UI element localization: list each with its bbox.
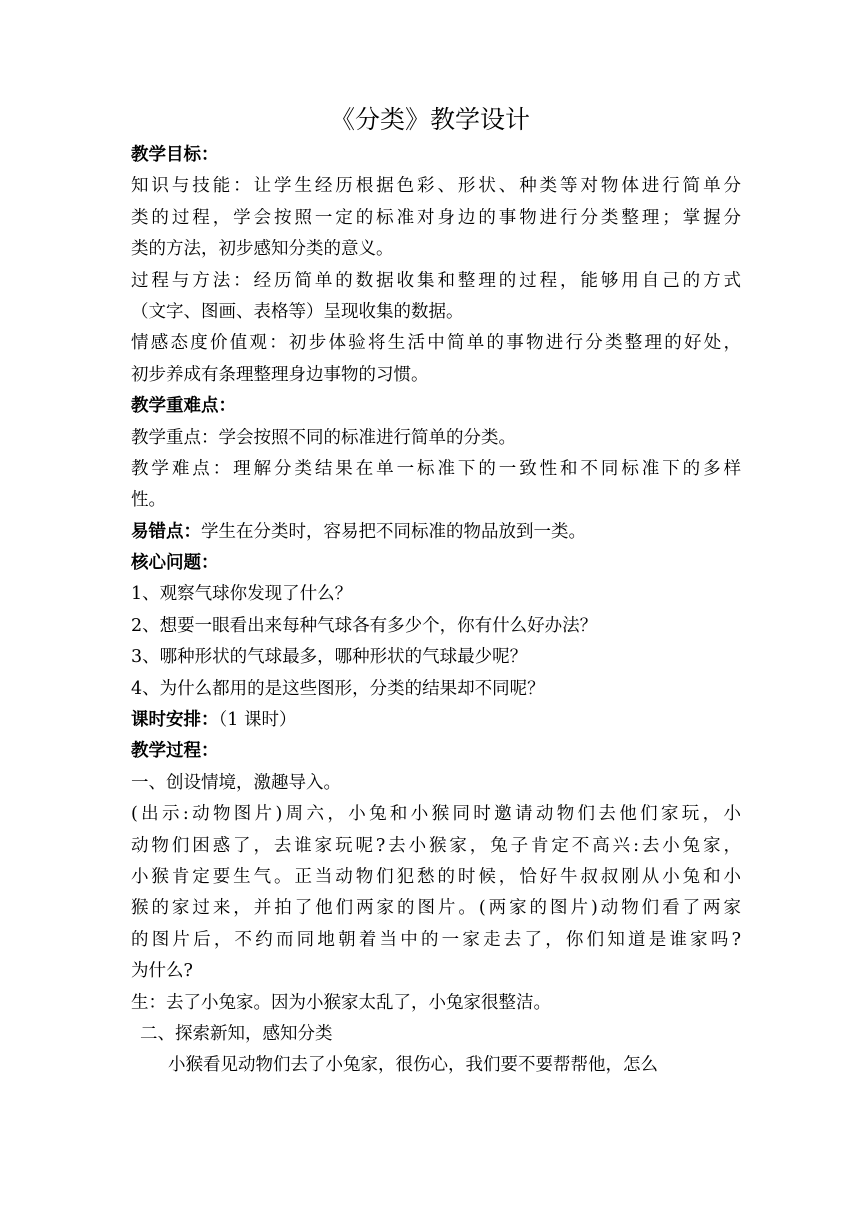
process-methods-line: （文字、图画、表格等）呈现收集的数据。 <box>131 301 464 322</box>
schedule-label: 课时安排： <box>131 710 219 731</box>
core-question-item: 3、哪种形状的气球最多，哪种形状的气球最少呢？ <box>131 647 528 668</box>
objectives-heading: 教学目标： <box>131 145 219 165</box>
knowledge-skills-line: 类的方法，初步感知分类的意义。 <box>131 239 394 260</box>
core-question-item: 1、观察气球你发现了什么？ <box>131 584 353 605</box>
emotion-values-line: 情感态度价值观：初步体验将生活中简单的事物进行分类整理的好处， <box>131 333 741 354</box>
intro-paragraph-line: 动物们困惑了，去谁家玩呢?去小猴家，兔子肯定不高兴:去小兔家， <box>131 835 741 856</box>
schedule-text: （1 课时） <box>218 710 297 731</box>
section-two-title: 二、探索新知，感知分类 <box>140 1023 333 1044</box>
document-title: 《分类》教学设计 <box>329 105 530 134</box>
key-points-heading: 教学重难点： <box>131 396 236 417</box>
student-answer: 生：去了小兔家。因为小猴家太乱了，小兔家很整洁。 <box>131 992 551 1013</box>
intro-paragraph-line: 猴的家过来，并拍了他们两家的图片。(两家的图片)动物们看了两家 <box>131 898 741 919</box>
intro-paragraph-line: (出示:动物图片)周六，小兔和小猴同时邀请动物们去他们家玩，小 <box>131 804 741 825</box>
section-two-paragraph-line: 小猴看见动物们去了小兔家，很伤心，我们要不要帮帮他，怎么 <box>168 1055 658 1076</box>
schedule-row <box>131 705 741 736</box>
intro-paragraph-line: 小猴肯定要生气。正当动物们犯愁的时候，恰好牛叔叔刚从小兔和小 <box>131 866 741 887</box>
error-prone-row <box>131 517 741 548</box>
process-methods-line: 过程与方法：经历简单的数据收集和整理的过程，能够用自己的方式 <box>131 270 741 291</box>
teaching-difficulty-line: 教学难点：理解分类结果在单一标准下的一致性和不同标准下的多样 <box>131 458 741 479</box>
intro-paragraph-line: 的图片后，不约而同地朝着当中的一家走去了，你们知道是谁家吗? <box>131 929 741 950</box>
document-body <box>131 140 741 1082</box>
knowledge-skills-line: 知识与技能：让学生经历根据色彩、形状、种类等对物体进行简单分 <box>131 176 741 197</box>
core-questions-heading: 核心问题： <box>131 553 219 574</box>
section-one-title: 一、创设情境，激趣导入。 <box>131 772 341 793</box>
error-prone-text: 学生在分类时，容易把不同标准的物品放到一类。 <box>201 521 586 542</box>
teaching-focus: 教学重点：学会按照不同的标准进行简单的分类。 <box>131 427 516 448</box>
knowledge-skills-line: 类的过程，学会按照一定的标准对身边的事物进行分类整理；掌握分 <box>131 207 741 228</box>
teaching-difficulty-line: 性。 <box>131 490 166 511</box>
error-prone-label: 易错点： <box>131 521 201 542</box>
core-question-item: 4、为什么都用的是这些图形，分类的结果却不同呢？ <box>131 678 545 699</box>
teaching-process-heading: 教学过程： <box>131 741 219 762</box>
emotion-values-line: 初步养成有条理整理身边事物的习惯。 <box>131 364 429 385</box>
intro-paragraph-line: 为什么? <box>131 961 193 982</box>
core-question-item: 2、想要一眼看出来每种气球各有多少个，你有什么好办法？ <box>131 615 598 636</box>
